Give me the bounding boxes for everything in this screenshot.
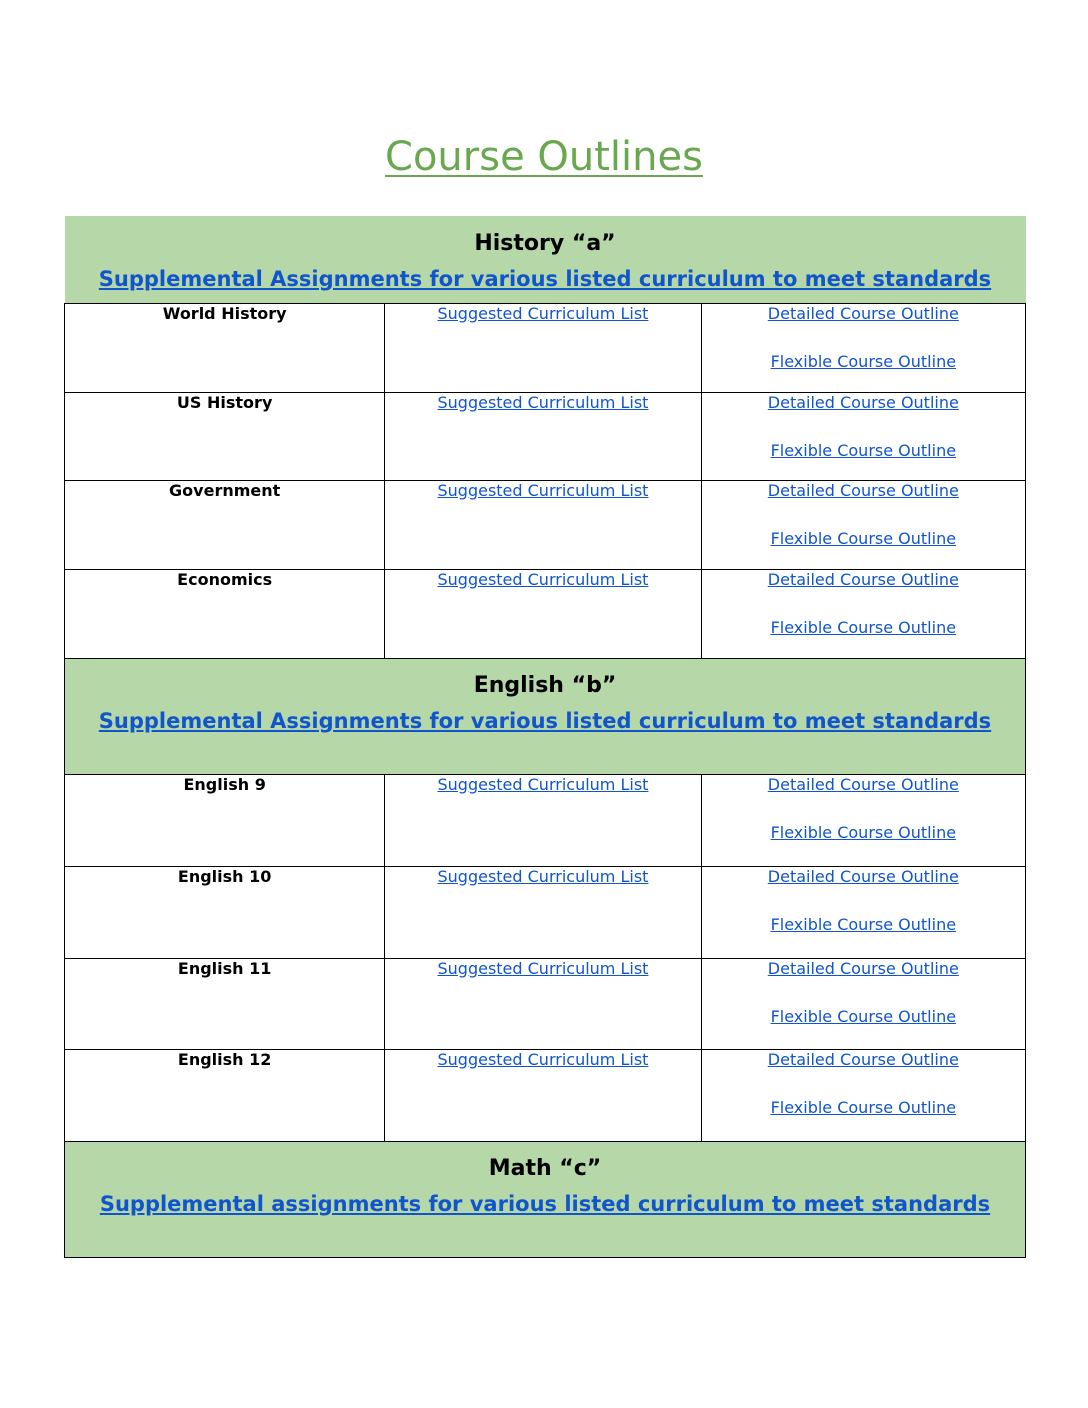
section-header-history bbox=[65, 216, 1026, 303]
curriculum-cell bbox=[385, 958, 701, 1049]
outline-cell bbox=[701, 392, 1025, 480]
curriculum-cell bbox=[385, 392, 701, 480]
outline-cell bbox=[701, 303, 1025, 392]
detailed-outline-link[interactable]: Detailed Course Outline bbox=[767, 569, 959, 589]
suggested-curriculum-link[interactable]: Suggested Curriculum List bbox=[437, 569, 649, 589]
table-row bbox=[65, 480, 1026, 569]
detailed-outline-link[interactable]: Detailed Course Outline bbox=[767, 303, 959, 323]
suggested-curriculum-link[interactable]: Suggested Curriculum List bbox=[437, 392, 649, 412]
curriculum-cell bbox=[385, 303, 701, 392]
course-outline-table bbox=[64, 216, 1026, 1258]
outline-cell bbox=[701, 569, 1025, 658]
section-title: English “b” bbox=[473, 672, 617, 698]
suggested-curriculum-link[interactable]: Suggested Curriculum List bbox=[437, 774, 649, 794]
suggested-curriculum-link[interactable]: Suggested Curriculum List bbox=[437, 866, 649, 886]
outline-cell bbox=[701, 958, 1025, 1049]
suggested-curriculum-link[interactable]: Suggested Curriculum List bbox=[437, 303, 649, 323]
table-row bbox=[65, 958, 1026, 1049]
flexible-outline-link[interactable]: Flexible Course Outline bbox=[770, 440, 957, 460]
section-header-english bbox=[65, 658, 1026, 774]
course-name: English 12 bbox=[65, 1049, 385, 1141]
section-title: Math “c” bbox=[488, 1155, 602, 1181]
table-row bbox=[65, 866, 1026, 958]
flexible-outline-link[interactable]: Flexible Course Outline bbox=[770, 914, 957, 934]
table-row bbox=[65, 569, 1026, 658]
flexible-outline-link[interactable]: Flexible Course Outline bbox=[770, 528, 957, 548]
detailed-outline-link[interactable]: Detailed Course Outline bbox=[767, 1049, 959, 1069]
curriculum-cell bbox=[385, 1049, 701, 1141]
curriculum-cell bbox=[385, 774, 701, 866]
outline-cell bbox=[701, 480, 1025, 569]
suggested-curriculum-link[interactable]: Suggested Curriculum List bbox=[437, 958, 649, 978]
suggested-curriculum-link[interactable]: Suggested Curriculum List bbox=[437, 1049, 649, 1069]
supplemental-assignments-link[interactable]: Supplemental assignments for various listed curriculum to meet standards bbox=[99, 1191, 991, 1216]
outline-cell bbox=[701, 866, 1025, 958]
curriculum-cell bbox=[385, 866, 701, 958]
outline-cell bbox=[701, 774, 1025, 866]
outline-cell bbox=[701, 1049, 1025, 1141]
detailed-outline-link[interactable]: Detailed Course Outline bbox=[767, 392, 959, 412]
suggested-curriculum-link[interactable]: Suggested Curriculum List bbox=[437, 480, 649, 500]
flexible-outline-link[interactable]: Flexible Course Outline bbox=[770, 822, 957, 842]
course-name: English 9 bbox=[65, 774, 385, 866]
table-row bbox=[65, 774, 1026, 866]
flexible-outline-link[interactable]: Flexible Course Outline bbox=[770, 1006, 957, 1026]
course-name: US History bbox=[65, 392, 385, 480]
section-header-math bbox=[65, 1141, 1026, 1257]
supplemental-assignments-link[interactable]: Supplemental Assignments for various listed curriculum to meet standards bbox=[98, 267, 992, 291]
detailed-outline-link[interactable]: Detailed Course Outline bbox=[767, 958, 959, 978]
flexible-outline-link[interactable]: Flexible Course Outline bbox=[770, 1097, 957, 1117]
page-title: Course Outlines bbox=[385, 134, 703, 180]
table-row bbox=[65, 392, 1026, 480]
curriculum-cell bbox=[385, 569, 701, 658]
section-title: History “a” bbox=[474, 231, 616, 256]
course-name: Economics bbox=[65, 569, 385, 658]
detailed-outline-link[interactable]: Detailed Course Outline bbox=[767, 866, 959, 886]
table-row bbox=[65, 1049, 1026, 1141]
detailed-outline-link[interactable]: Detailed Course Outline bbox=[767, 774, 959, 794]
course-name: World History bbox=[65, 303, 385, 392]
flexible-outline-link[interactable]: Flexible Course Outline bbox=[770, 617, 957, 637]
detailed-outline-link[interactable]: Detailed Course Outline bbox=[767, 480, 959, 500]
curriculum-cell bbox=[385, 480, 701, 569]
supplemental-assignments-link[interactable]: Supplemental Assignments for various listed curriculum to meet standards bbox=[98, 708, 992, 733]
table-row bbox=[65, 303, 1026, 392]
course-name: Government bbox=[65, 480, 385, 569]
course-name: English 10 bbox=[65, 866, 385, 958]
course-name: English 11 bbox=[65, 958, 385, 1049]
flexible-outline-link[interactable]: Flexible Course Outline bbox=[770, 351, 957, 371]
